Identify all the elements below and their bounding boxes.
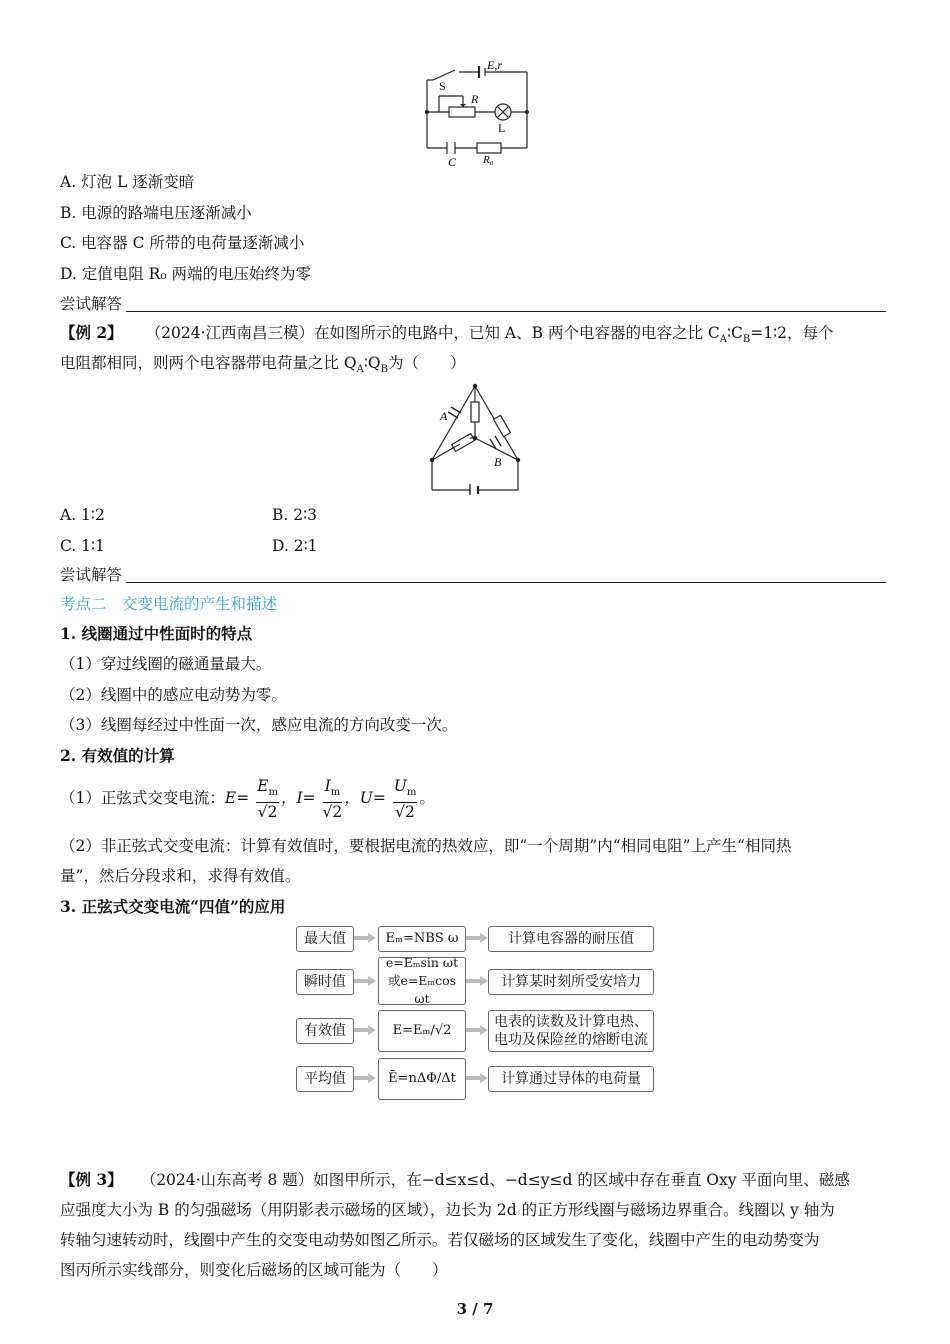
heading-3: 3. 正弦式交变电流“四值”的应用 <box>60 897 286 916</box>
ex2-mid-1: ∶C <box>726 324 743 342</box>
arrow-icon <box>466 1073 488 1083</box>
frac-U-num: U <box>393 777 407 795</box>
frac-I-den: √2 <box>322 803 343 822</box>
eff-prefix: （1）正弦式交变电流： <box>60 789 225 808</box>
label-L: L <box>498 121 506 135</box>
fv-name-max: 最大值 <box>296 926 354 952</box>
ex2-sub-qb: B <box>380 364 388 376</box>
label-E: E,r <box>487 58 502 72</box>
ex2-tag: 【例 2】 <box>60 323 123 342</box>
arrow-icon <box>466 933 488 943</box>
point-2: （2）线圈中的感应电动势为零。 <box>60 686 287 704</box>
eff-end: 。 <box>419 789 435 808</box>
page-number: 3 / 7 <box>456 1300 494 1318</box>
heading-1: 1. 线圈通过中性面时的特点 <box>60 624 253 643</box>
ex2-text-2: 电阻都相同，则两个电容器带电荷量之比 Q <box>60 354 357 372</box>
ex3-tag: 【例 3】 <box>60 1170 123 1189</box>
fv-use-eff <box>488 1010 654 1052</box>
fv-use-max: 计算电容器的耐压值 <box>488 926 654 952</box>
label-R: R <box>471 92 479 106</box>
ex2-option-a: A. 1∶2 <box>60 506 105 524</box>
frac-E <box>256 777 279 821</box>
arrow-icon <box>354 933 376 943</box>
eff-E: E= <box>224 789 250 808</box>
fv-use-inst: 计算某时刻所受安培力 <box>488 969 654 995</box>
fig-label-B: B <box>494 455 502 469</box>
fv-formula-inst <box>378 957 466 1005</box>
ex2-sub-qa: A <box>356 364 364 376</box>
q1-option-a: A. 灯泡 L 逐渐变暗 <box>60 173 195 191</box>
fv-formula-max: Eₘ=NBS ω <box>378 926 466 952</box>
frac-E-num: E <box>257 777 269 795</box>
section-heading: 考点二 交变电流的产生和描述 <box>60 595 278 613</box>
eff-U: ，U= <box>344 789 386 808</box>
try-answer-label-2: 尝试解答 <box>60 566 123 584</box>
arrow-icon <box>354 976 376 986</box>
fv-use-eff-1: 电表的读数及计算电热、 <box>494 1014 648 1030</box>
ex2-sub-a: A <box>719 334 727 346</box>
label-R0: R₀ <box>483 154 494 166</box>
frac-E-den: √2 <box>257 803 278 822</box>
fv-formula-eff: E=Eₘ/√2 <box>378 1010 466 1052</box>
ex3-text-1: （2024·山东高考 8 题）如图甲所示，在−d≤x≤d、−d≤y≤d 的区域中存在垂直 Oxy 平面向里、磁感 <box>140 1171 850 1189</box>
ex2-line2 <box>60 353 466 380</box>
ex2-option-d: D. 2∶1 <box>272 537 318 555</box>
fv-name-avg: 平均值 <box>296 1066 354 1092</box>
q1-option-b: B. 电源的路端电压逐渐减小 <box>60 204 252 222</box>
frac-I <box>323 777 343 821</box>
effective-value-formula <box>60 777 435 821</box>
point-3: （3）线圈每经过中性面一次，感应电流的方向改变一次。 <box>60 716 458 734</box>
label-S: S <box>439 79 446 93</box>
ex2-mid-2: ∶Q <box>363 354 381 372</box>
point-1: （1）穿过线圈的磁通量最大。 <box>60 655 272 673</box>
ex2-end-1: =1∶2，每个 <box>750 324 834 342</box>
fv-name-inst: 瞬时值 <box>296 969 354 995</box>
nonsine-line-1: （2）非正弦式交变电流：计算有效值时，要根据电流的热效应，即“一个周期”内“相同电阻”上产生“相同热 <box>60 837 792 855</box>
label-C: C <box>448 155 457 169</box>
ex2-end-2: 为（ ） <box>387 354 466 372</box>
arrow-icon <box>354 1073 376 1083</box>
frac-U-sub: m <box>406 787 417 799</box>
ex2-sub-b: B <box>742 334 751 346</box>
fv-use-eff-2: 电功及保险丝的熔断电流 <box>494 1032 648 1048</box>
answer-line-1 <box>126 311 886 312</box>
top-circuit-diagram <box>415 58 545 170</box>
q1-option-d: D. 定值电阻 R₀ 两端的电压始终为零 <box>60 265 311 283</box>
frac-U-den: √2 <box>395 803 415 822</box>
eff-I: ，I= <box>280 789 316 808</box>
frac-I-sub: m <box>330 787 341 799</box>
frac-I-num: I <box>324 777 331 795</box>
ex3-line2: 应强度大小为 B 的匀强磁场（用阴影表示磁场的区域），边长为 2d 的正方形线圈与磁场边界重合。线圈以 y 轴为 <box>60 1201 835 1219</box>
ex2-option-c: C. 1∶1 <box>60 537 105 555</box>
ex2-option-b: B. 2∶3 <box>272 506 318 524</box>
fv-use-avg: 计算通过导体的电荷量 <box>488 1066 654 1092</box>
fig-label-A: A <box>440 409 448 423</box>
frac-E-sub: m <box>268 787 278 799</box>
arrow-icon <box>466 1025 488 1035</box>
fv-formula-inst-2: 或e=Eₘcos ωt <box>387 973 457 1006</box>
ex3-line3: 转轴匀速转动时，线圈中产生的交变电动势如图乙所示。若仅磁场的区域发生了变化，线圈中产生的电动势变为 <box>60 1231 820 1249</box>
nonsine-line-2: 量”，然后分段求和，求得有效值。 <box>60 867 301 885</box>
q1-option-c: C. 电容器 C 所带的电荷量逐渐减小 <box>60 234 305 252</box>
frac-U <box>393 777 418 821</box>
try-answer-label-1: 尝试解答 <box>60 295 123 313</box>
heading-2: 2. 有效值的计算 <box>60 746 175 765</box>
ex3-line4: 图丙所示实线部分，则变化后磁场的区域可能为（ ） <box>60 1261 448 1279</box>
answer-line-2 <box>126 582 886 583</box>
ex2-text-1: 在如图所示的电路中，已知 A、B 两个电容器的电容之比 C <box>314 324 720 342</box>
ex3-line1 <box>60 1170 850 1190</box>
ex2-line1 <box>60 323 833 350</box>
ex2-source: （2024·江西南昌三模） <box>145 324 314 342</box>
fv-formula-inst-1: e=Eₘsin ωt <box>385 955 459 970</box>
arrow-icon <box>354 1025 376 1035</box>
triangle-circuit-diagram <box>420 380 530 495</box>
fv-formula-avg: Ē=nΔΦ/Δt <box>378 1058 466 1100</box>
arrow-icon <box>466 976 488 986</box>
fv-name-eff: 有效值 <box>296 1018 354 1044</box>
